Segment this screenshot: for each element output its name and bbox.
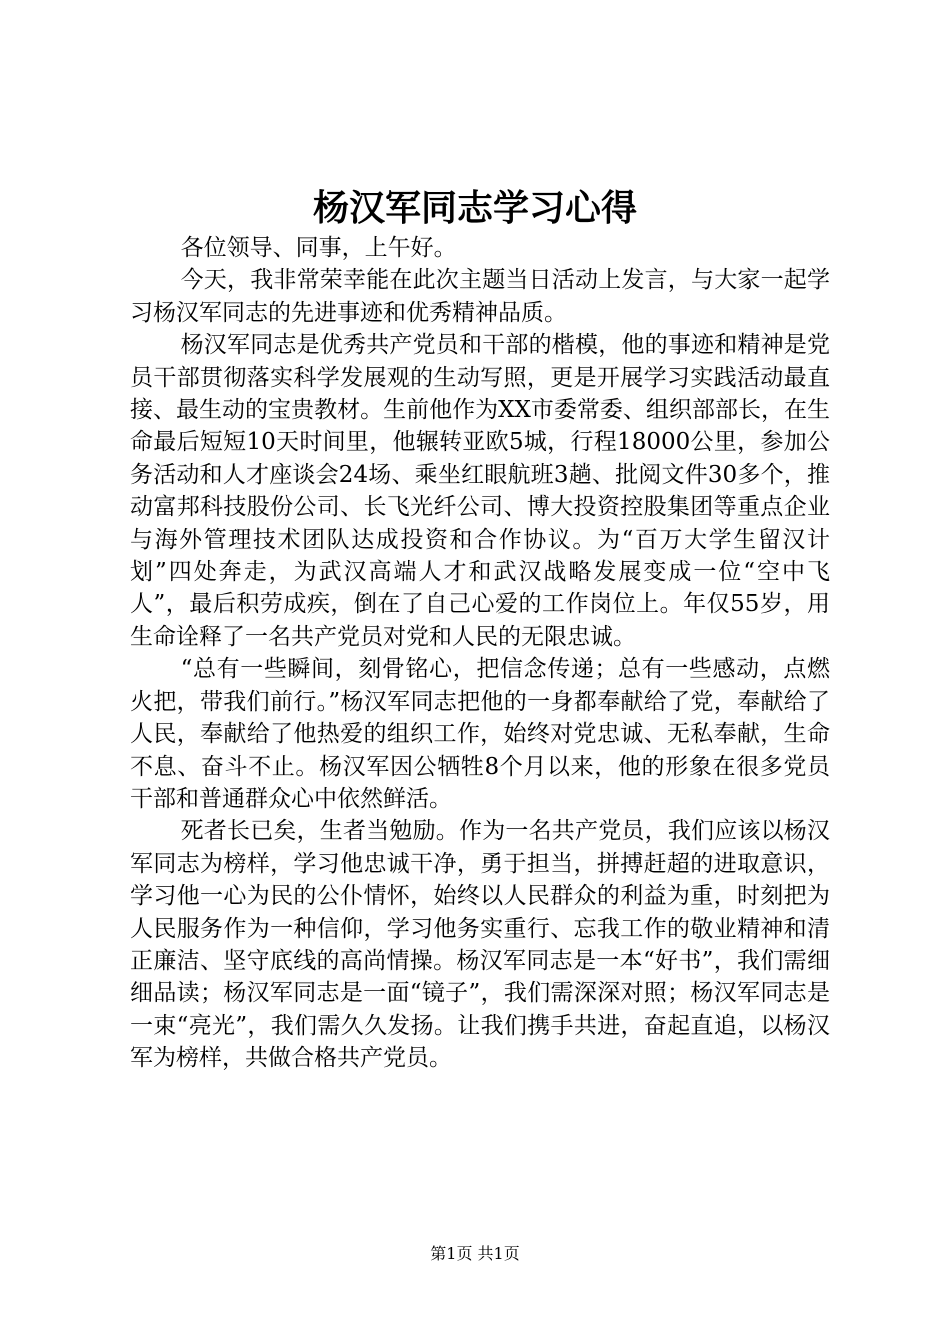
paragraph-quote: “总有一些瞬间，刻骨铭心，把信念传递；总有一些感动，点燃火把，带我们前行。”杨汉军同志把他的一身都奉献给了党，奉献给了人民，奉献给了他热爱的组织工作，始终对党忠诚、无私奉献，生命不息、奋斗不止。杨汉军因公牺牲8个月以来，他的形象在很多党员干部和普通群众心中依然鲜活。 [130, 656, 830, 812]
paragraph-deeds: 杨汉军同志是优秀共产党员和干部的楷模，他的事迹和精神是党员干部贯彻落实科学发展观的生动写照，更是开展学习实践活动最直接、最生动的宝贵教材。生前他作为XX市委常委、组织部部长，在生命最后短短10天时间里，他辗转亚欧5城，行程18000公里，参加公务活动和人才座谈会24场、乘坐红眼航班3趟、批阅文件30多个，推动富邦科技股份公司、长飞光纤公司、博大投资控股集团等重点企业与海外管理技术团队达成投资和合作协议。为“百万大学生留汉计划”四处奔走，为武汉高端人才和武汉战略发展变成一位“空中飞人”，最后积劳成疾，倒在了自己心爱的工作岗位上。年仅55岁，用生命诠释了一名共产党员对党和人民的无限忠诚。 [130, 332, 830, 650]
paragraph-greeting: 各位领导、同事，上午好。 [180, 235, 457, 261]
document-title: 杨汉军同志学习心得 [312, 187, 637, 229]
paragraph-intro: 今天，我非常荣幸能在此次主题当日活动上发言，与大家一起学习杨汉军同志的先进事迹和优秀精神品质。 [130, 267, 830, 326]
page-number-footer: 第1页 共1页 [430, 1244, 520, 1263]
document-body [130, 232, 830, 1075]
paragraph-conclusion: 死者长已矣，生者当勉励。作为一名共产党员，我们应该以杨汉军同志为榜样，学习他忠诚干净，勇于担当，拼搏赶超的进取意识，学习他一心为民的公仆情怀，始终以人民群众的利益为重，时刻把为人民服务作为一种信仰，学习他务实重行、忘我工作的敬业精神和清正廉洁、坚守底线的高尚情操。杨汉军同志是一本“好书”，我们需细细品读；杨汉军同志是一面“镜子”，我们需深深对照；杨汉军同志是一束“亮光”，我们需久久发扬。让我们携手共进，奋起直追，以杨汉军为榜样，共做合格共产党员。 [130, 818, 830, 1072]
